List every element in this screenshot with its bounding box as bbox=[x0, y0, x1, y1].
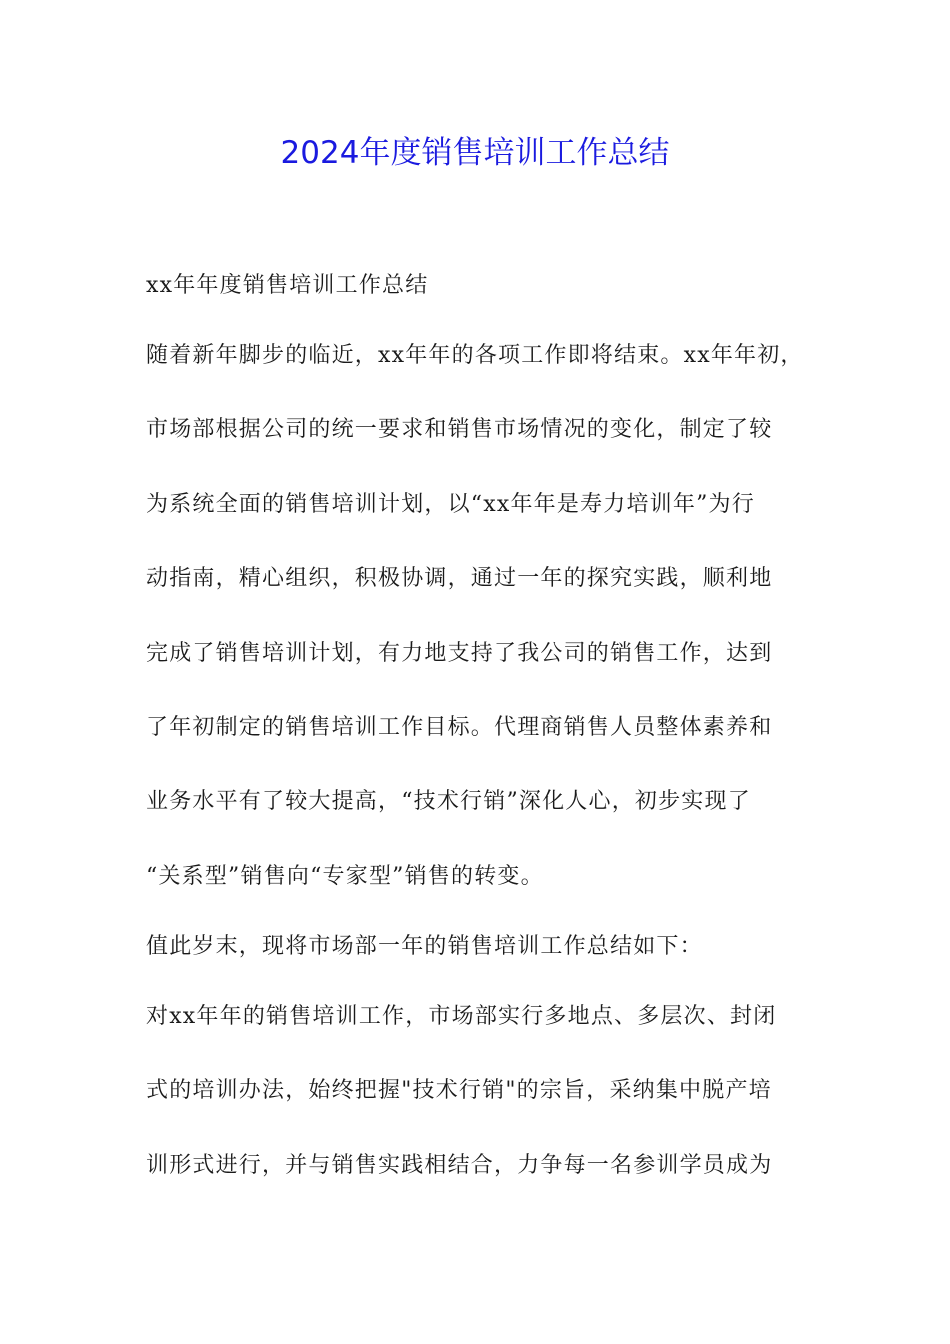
paragraph-line: 对xx年年的销售培训工作，市场部实行多地点、多层次、封闭 bbox=[146, 1003, 777, 1029]
paragraph-line: 业务水平有了较大提高，“技术行销”深化人心，初步实现了 bbox=[146, 789, 751, 815]
document-title: 2024年度销售培训工作总结 bbox=[280, 135, 670, 171]
document-subtitle: xx年年度销售培训工作总结 bbox=[146, 273, 429, 298]
paragraph-line: 市场部根据公司的统一要求和销售市场情况的变化，制定了较 bbox=[146, 417, 773, 443]
paragraph-line: 为系统全面的销售培训计划，以“xx年年是寿力培训年”为行 bbox=[146, 491, 755, 517]
paragraph-line: 完成了销售培训计划，有力地支持了我公司的销售工作，达到 bbox=[146, 640, 773, 666]
paragraph-line: 随着新年脚步的临近，xx年年的各项工作即将结束。xx年年初， bbox=[146, 343, 804, 368]
paragraph-line: 了年初制定的销售培训工作目标。代理商销售人员整体素养和 bbox=[146, 714, 773, 740]
paragraph-line: 训形式进行，并与销售实践相结合，力争每一名参训学员成为 bbox=[146, 1152, 773, 1178]
paragraph-line: 值此岁末，现将市场部一年的销售培训工作总结如下： bbox=[146, 933, 703, 959]
paragraph-line: 式的培训办法，始终把握"技术行销"的宗旨，采纳集中脱产培 bbox=[146, 1078, 772, 1104]
paragraph-line: 动指南，精心组织，积极协调，通过一年的探究实践，顺利地 bbox=[146, 566, 773, 592]
document-body bbox=[146, 268, 836, 1184]
paragraph-line: “关系型”销售向“专家型”销售的转变。 bbox=[146, 863, 544, 889]
